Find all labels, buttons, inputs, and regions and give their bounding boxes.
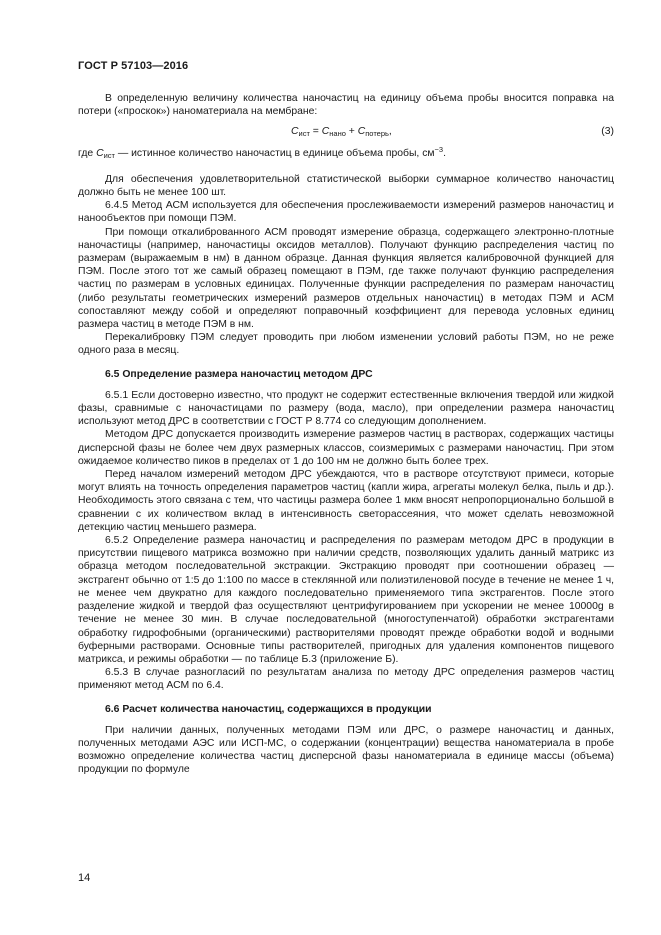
formula-expression: $C_{ист} = C_{нано} + C_{потерь}$, bbox=[291, 126, 392, 139]
spacer bbox=[78, 160, 614, 173]
section-heading-6-6: 6.6 Расчет количества наночастиц, содержащихся в продукции bbox=[105, 703, 432, 715]
paragraph: В определенную величину количества наночастиц на единицу объема пробы вносится поправка на потери («проскок») наноматериала на мембране: bbox=[78, 93, 614, 118]
paragraph: Перекалибровку ПЭМ следует проводить при любом изменении условий работы ПЭМ, но не реже одного раза в месяц. bbox=[78, 332, 614, 357]
paragraph: Методом ДРС допускается производить измерение размеров частиц в растворах, содержащих частицы дисперсной фазы не более чем двух размерных классов, соизмеримых с размерами наночастиц. При этом ожидаемое количество пиков в пределах от 1 до 100 нм не должно быть более трех. bbox=[78, 429, 614, 467]
paragraph: 6.5.1 Если достоверно известно, что продукт не содержит естественные включения твердой или жидкой фазы, сравнимые с наночастицами по размеру (вода, масло), при определении размера наночастиц используют метод ДРС в соответствии с ГОСТ Р 8.774 со следующим дополнением. bbox=[78, 389, 614, 428]
paragraph: При наличии данных, полученных методами ПЭМ или ДРС, о размере наночастиц и данных, полученных методами АЭС или ИСП-МС, о содержании (концентрации) вещества наноматериала в пробе возможно определение количества частиц дисперсной фазы наноматериала в единице массы (объема) продукции по формуле bbox=[78, 724, 614, 776]
paragraph: 6.4.5 Метод АСМ используется для обеспечения прослеживаемости измерений размеров наночастиц и нанообъектов при помощи ПЭМ. bbox=[78, 200, 614, 225]
document-body bbox=[78, 92, 614, 777]
paragraph: Перед началом измерений методом ДРС убеждаются, что в растворе отсутствуют примеси, которые могут влиять на точность определения параметров частиц (капли жира, агрегаты молекул белка, пыль и др.). Необходимость этого связана с тем, что частицы размера более 1 мкм вносят непропорционально большой в сравнении с их количеством вклад в интенсивность светорассеяния, что может сделать невозможной детекцию частиц меньшего размера. bbox=[78, 469, 614, 533]
document-header: ГОСТ Р 57103—2016 bbox=[78, 60, 189, 72]
paragraph: 6.5.2 Определение размера наночастиц и распределения по размерам методом ДРС в продукции в присутствии пищевого матрикса возможно при наличии средств, позволяющих удалить данный матрикс из образца методом последовательной экстракции. Экстракцию проводят при соотношении образец — экстрагент обычно от 1:5 до 1:100 по массе в стеклянной или полиэтиленовой посуде в течение не менее 1 ч, не менее чем двукратно для каждого последовательно применяемого типа экстрагентов. После этого разделение жидкой и твердой фаз осуществляют центрифугированием при ускорении не менее 10000g в течение не менее 30 мин. В случае последовательной (многоступенчатой) обработки экстрагентами обработку гидрофобными (органическими) растворителями проводят прежде обработки водой и водными буферными растворами. Основные типы растворителей, пригодных для удаления компонентов пищевого матрикса, и режимы обработки — по таблице Б.3 (приложение Б). bbox=[78, 535, 614, 665]
paragraph: 6.5.3 В случае разногласий по результатам анализа по методу ДРС определения размеров частиц применяют метод АСМ по 6.4. bbox=[78, 667, 614, 692]
paragraph: Для обеспечения удовлетворительной статистической выборки суммарное количество наночастиц должно быть не менее 100 шт. bbox=[78, 173, 614, 198]
formula-number: (3) bbox=[601, 126, 614, 138]
paragraph: При помощи откалиброванного АСМ проводят измерение образца, содержащего электронно-плотные наночастицы (например, наночастицы оксидов металлов). Получают функцию распределения частиц по размерам (выражаемым в нм) в данном образце. Данная функция является калибровочной функцией для ПЭМ. После этого тот же самый образец помещают в ПЭМ, где также получают функцию распределения частиц по размерам в условных единицах. Полученные функции распределения по размерам наночастиц (либо результаты геометрических измерений размеров отдельных наночастиц) в методах ПЭМ и АСМ сопоставляют между собой и определяют поправочный коэффициент для перевода условных единиц размера частиц в методе ПЭМ в нм. bbox=[78, 226, 614, 331]
formula-explanation: где $C_{ист}$ — истинное количество наночастиц в единице объема пробы, $см^{-3}$. bbox=[78, 144, 446, 160]
formula-3 bbox=[78, 125, 614, 138]
page-number: 14 bbox=[78, 872, 91, 884]
section-heading-6-5: 6.5 Определение размера наночастиц методом ДРС bbox=[105, 368, 373, 380]
